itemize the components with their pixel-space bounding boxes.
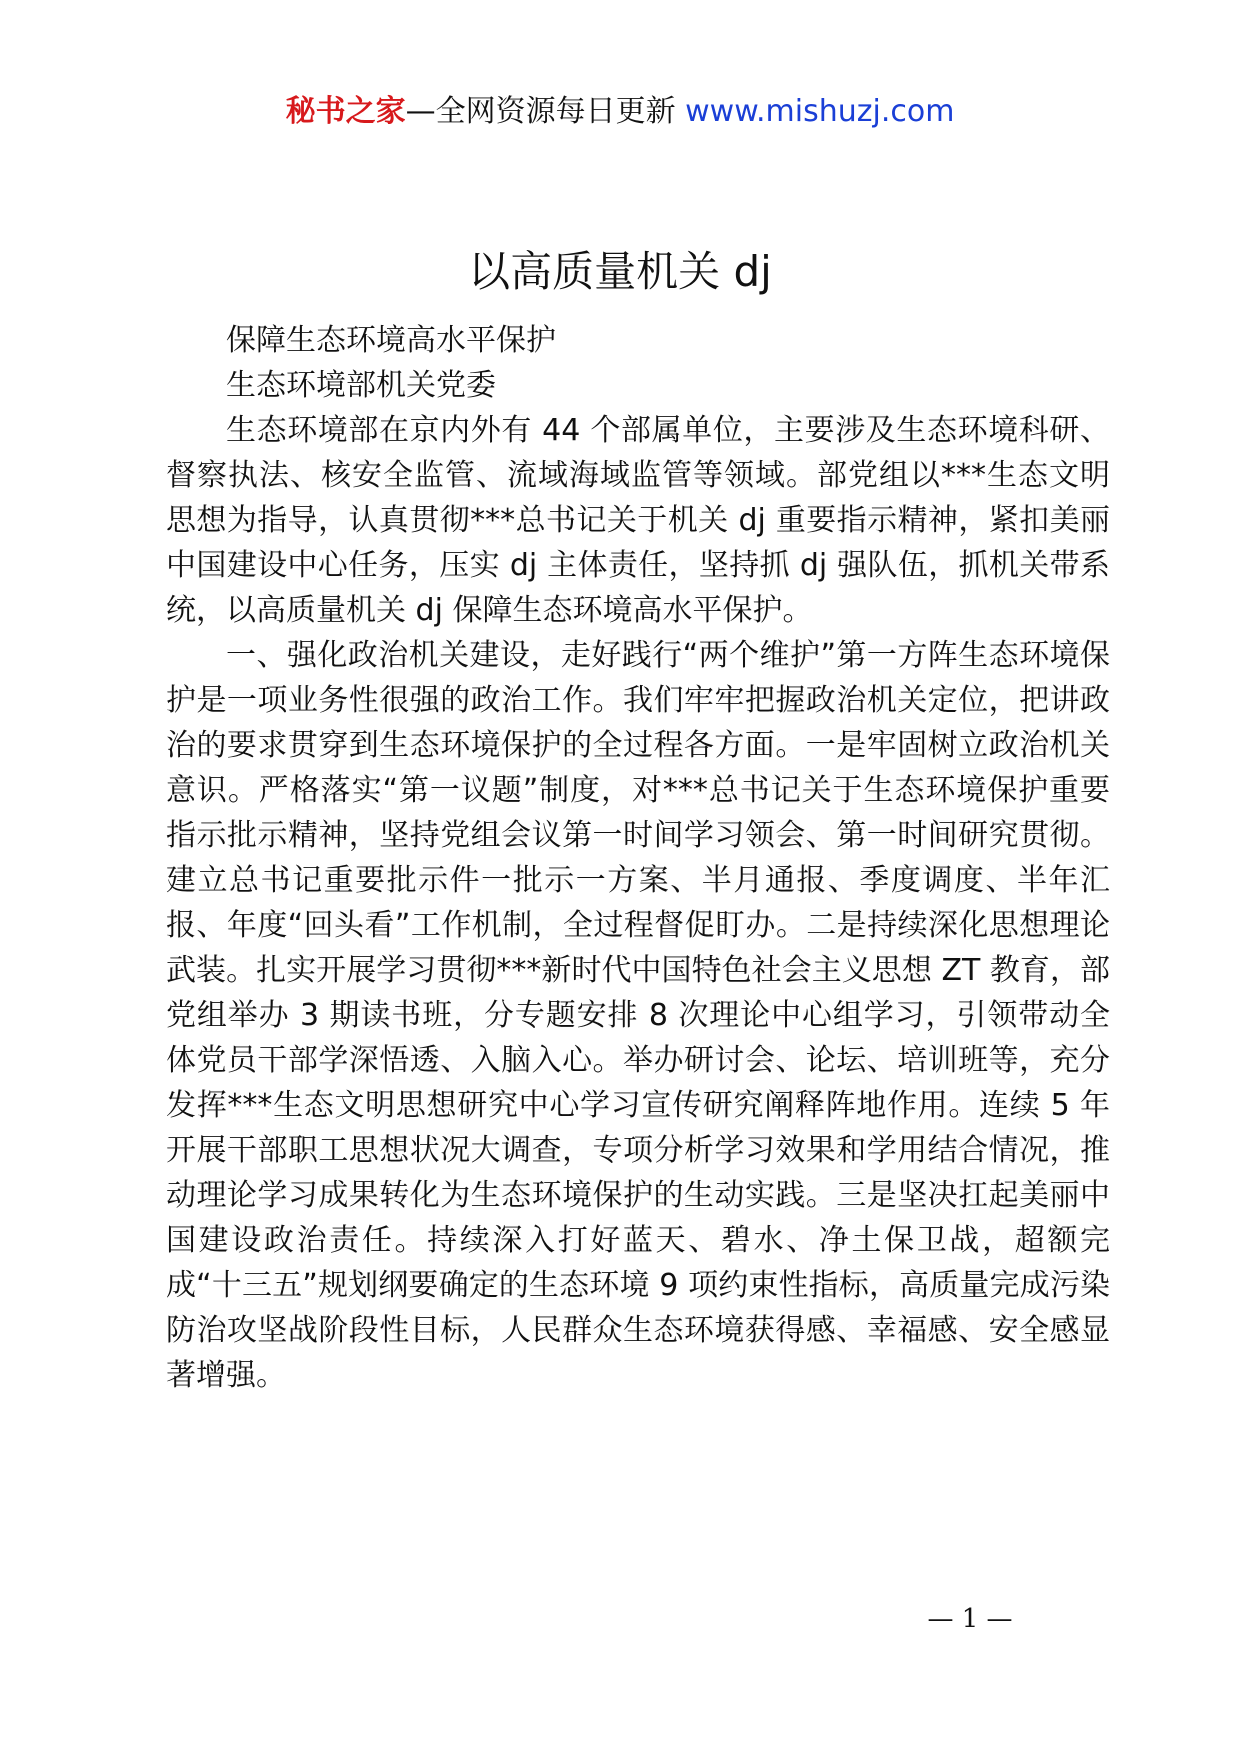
site-slogan: —全网资源每日更新 bbox=[405, 94, 686, 129]
document-body bbox=[166, 318, 1110, 1398]
document-author: 生态环境部机关党委 bbox=[226, 368, 496, 403]
page-number: — 1 — bbox=[927, 1604, 1013, 1634]
site-brand: 秘书之家 bbox=[285, 94, 406, 129]
site-url-link[interactable]: www.mishuzj.com bbox=[685, 94, 955, 129]
paragraph-intro: 生态环境部在京内外有 44 个部属单位，主要涉及生态环境科研、督察执法、核安全监管、流域海域监管等领域。部党组以***生态文明思想为指导，认真贯彻***总书记关于机关 dj 重要指示精神，紧扣美丽中国建设中心任务，压实 dj 主体责任，坚持抓 dj 强队伍，抓机关带系统，以高质量机关 dj 保障生态环境高水平保护。 bbox=[166, 413, 1110, 628]
document-title: 以高质量机关 dj bbox=[468, 247, 772, 296]
paragraph-section-1: 一、强化政治机关建设，走好践行“两个维护”第一方阵生态环境保护是一项业务性很强的政治工作。我们牢牢把握政治机关定位，把讲政治的要求贯穿到生态环境保护的全过程各方面。一是牢固树立政治机关意识。严格落实“第一议题”制度，对***总书记关于生态环境保护重要指示批示精神，坚持党组会议第一时间学习领会、第一时间研究贯彻。建立总书记重要批示件一批示一方案、半月通报、季度调度、半年汇报、年度“回头看”工作机制，全过程督促盯办。二是持续深化思想理论武装。扎实开展学习贯彻***新时代中国特色社会主义思想 ZT 教育，部党组举办 3 期读书班，分专题安排 8 次理论中心组学习，引领带动全体党员干部学深悟透、入脑入心。举办研讨会、论坛、培训班等，充分发挥***生态文明思想研究中心学习宣传研究阐释阵地作用。连续 5 年开展干部职工思想状况大调查，专项分析学习效果和学用结合情况，推动理论学习成果转化为生态环境保护的生动实践。三是坚决扛起美丽中国建设政治责任。持续深入打好蓝天、碧水、净土保卫战，超额完成“十三五”规划纲要确定的生态环境 9 项约束性指标，高质量完成污染防治攻坚战阶段性目标，人民群众生态环境获得感、幸福感、安全感显著增强。 bbox=[166, 638, 1110, 1393]
site-header bbox=[0, 92, 1240, 132]
document-subtitle: 保障生态环境高水平保护 bbox=[226, 323, 556, 358]
